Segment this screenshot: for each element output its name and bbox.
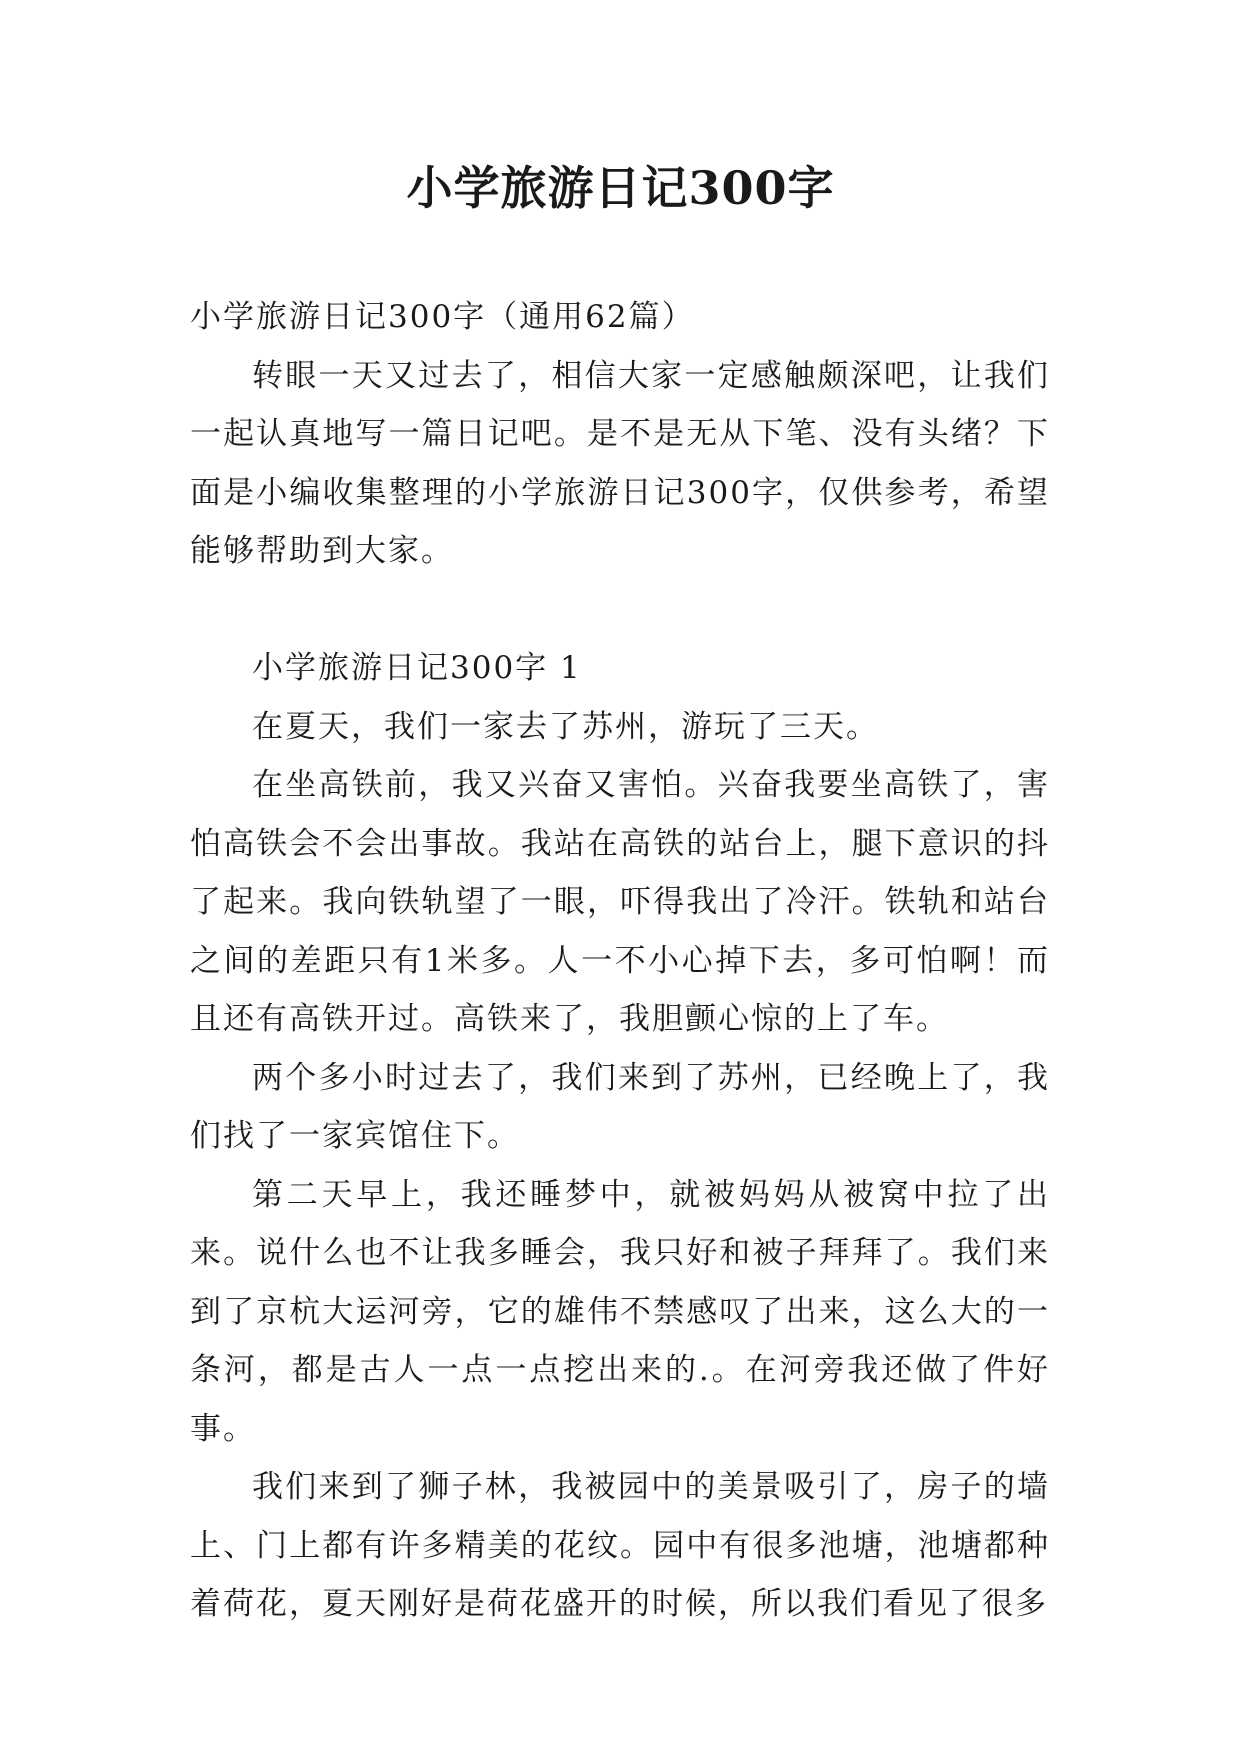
body-paragraph: 我们来到了狮子林，我被园中的美景吸引了，房子的墙上、门上都有许多精美的花纹。园中有很多池塘，池塘都种着荷花，夏天刚好是荷花盛开的时候，所以我们看见了很多 [190,1469,1050,1622]
document-body [190,288,1050,1634]
body-paragraph: 两个多小时过去了，我们来到了苏州，已经晚上了，我们找了一家宾馆住下。 [190,1059,1050,1154]
body-paragraph: 在夏天，我们一家去了苏州，游玩了三天。 [252,708,879,745]
body-paragraph: 第二天早上，我还睡梦中，就被妈妈从被窝中拉了出来。说什么也不让我多睡会，我只好和被子拜拜了。我们来到了京杭大运河旁，它的雄伟不禁感叹了出来，这么大的一条河，都是古人一点一点挖出来的.。在河旁我还做了件好事。 [190,1176,1050,1447]
section-heading: 小学旅游日记300字 1 [252,650,582,686]
intro-paragraph: 转眼一天又过去了，相信大家一定感触颇深吧，让我们一起认真地写一篇日记吧。是不是无从下笔、没有头绪？下面是小编收集整理的小学旅游日记300字，仅供参考，希望能够帮助到大家。 [190,357,1050,569]
document-subtitle: 小学旅游日记300字（通用62篇） [190,299,695,335]
body-paragraph: 在坐高铁前，我又兴奋又害怕。兴奋我要坐高铁了，害怕高铁会不会出事故。我站在高铁的站台上，腿下意识的抖了起来。我向铁轨望了一眼，吓得我出了冷汗。铁轨和站台之间的差距只有1米多。人一不小心掉下去，多可怕啊！而且还有高铁开过。高铁来了，我胆颤心惊的上了车。 [190,767,1050,1037]
document-title: 小学旅游日记300字 [406,161,835,215]
paragraph-gap [190,581,1050,640]
